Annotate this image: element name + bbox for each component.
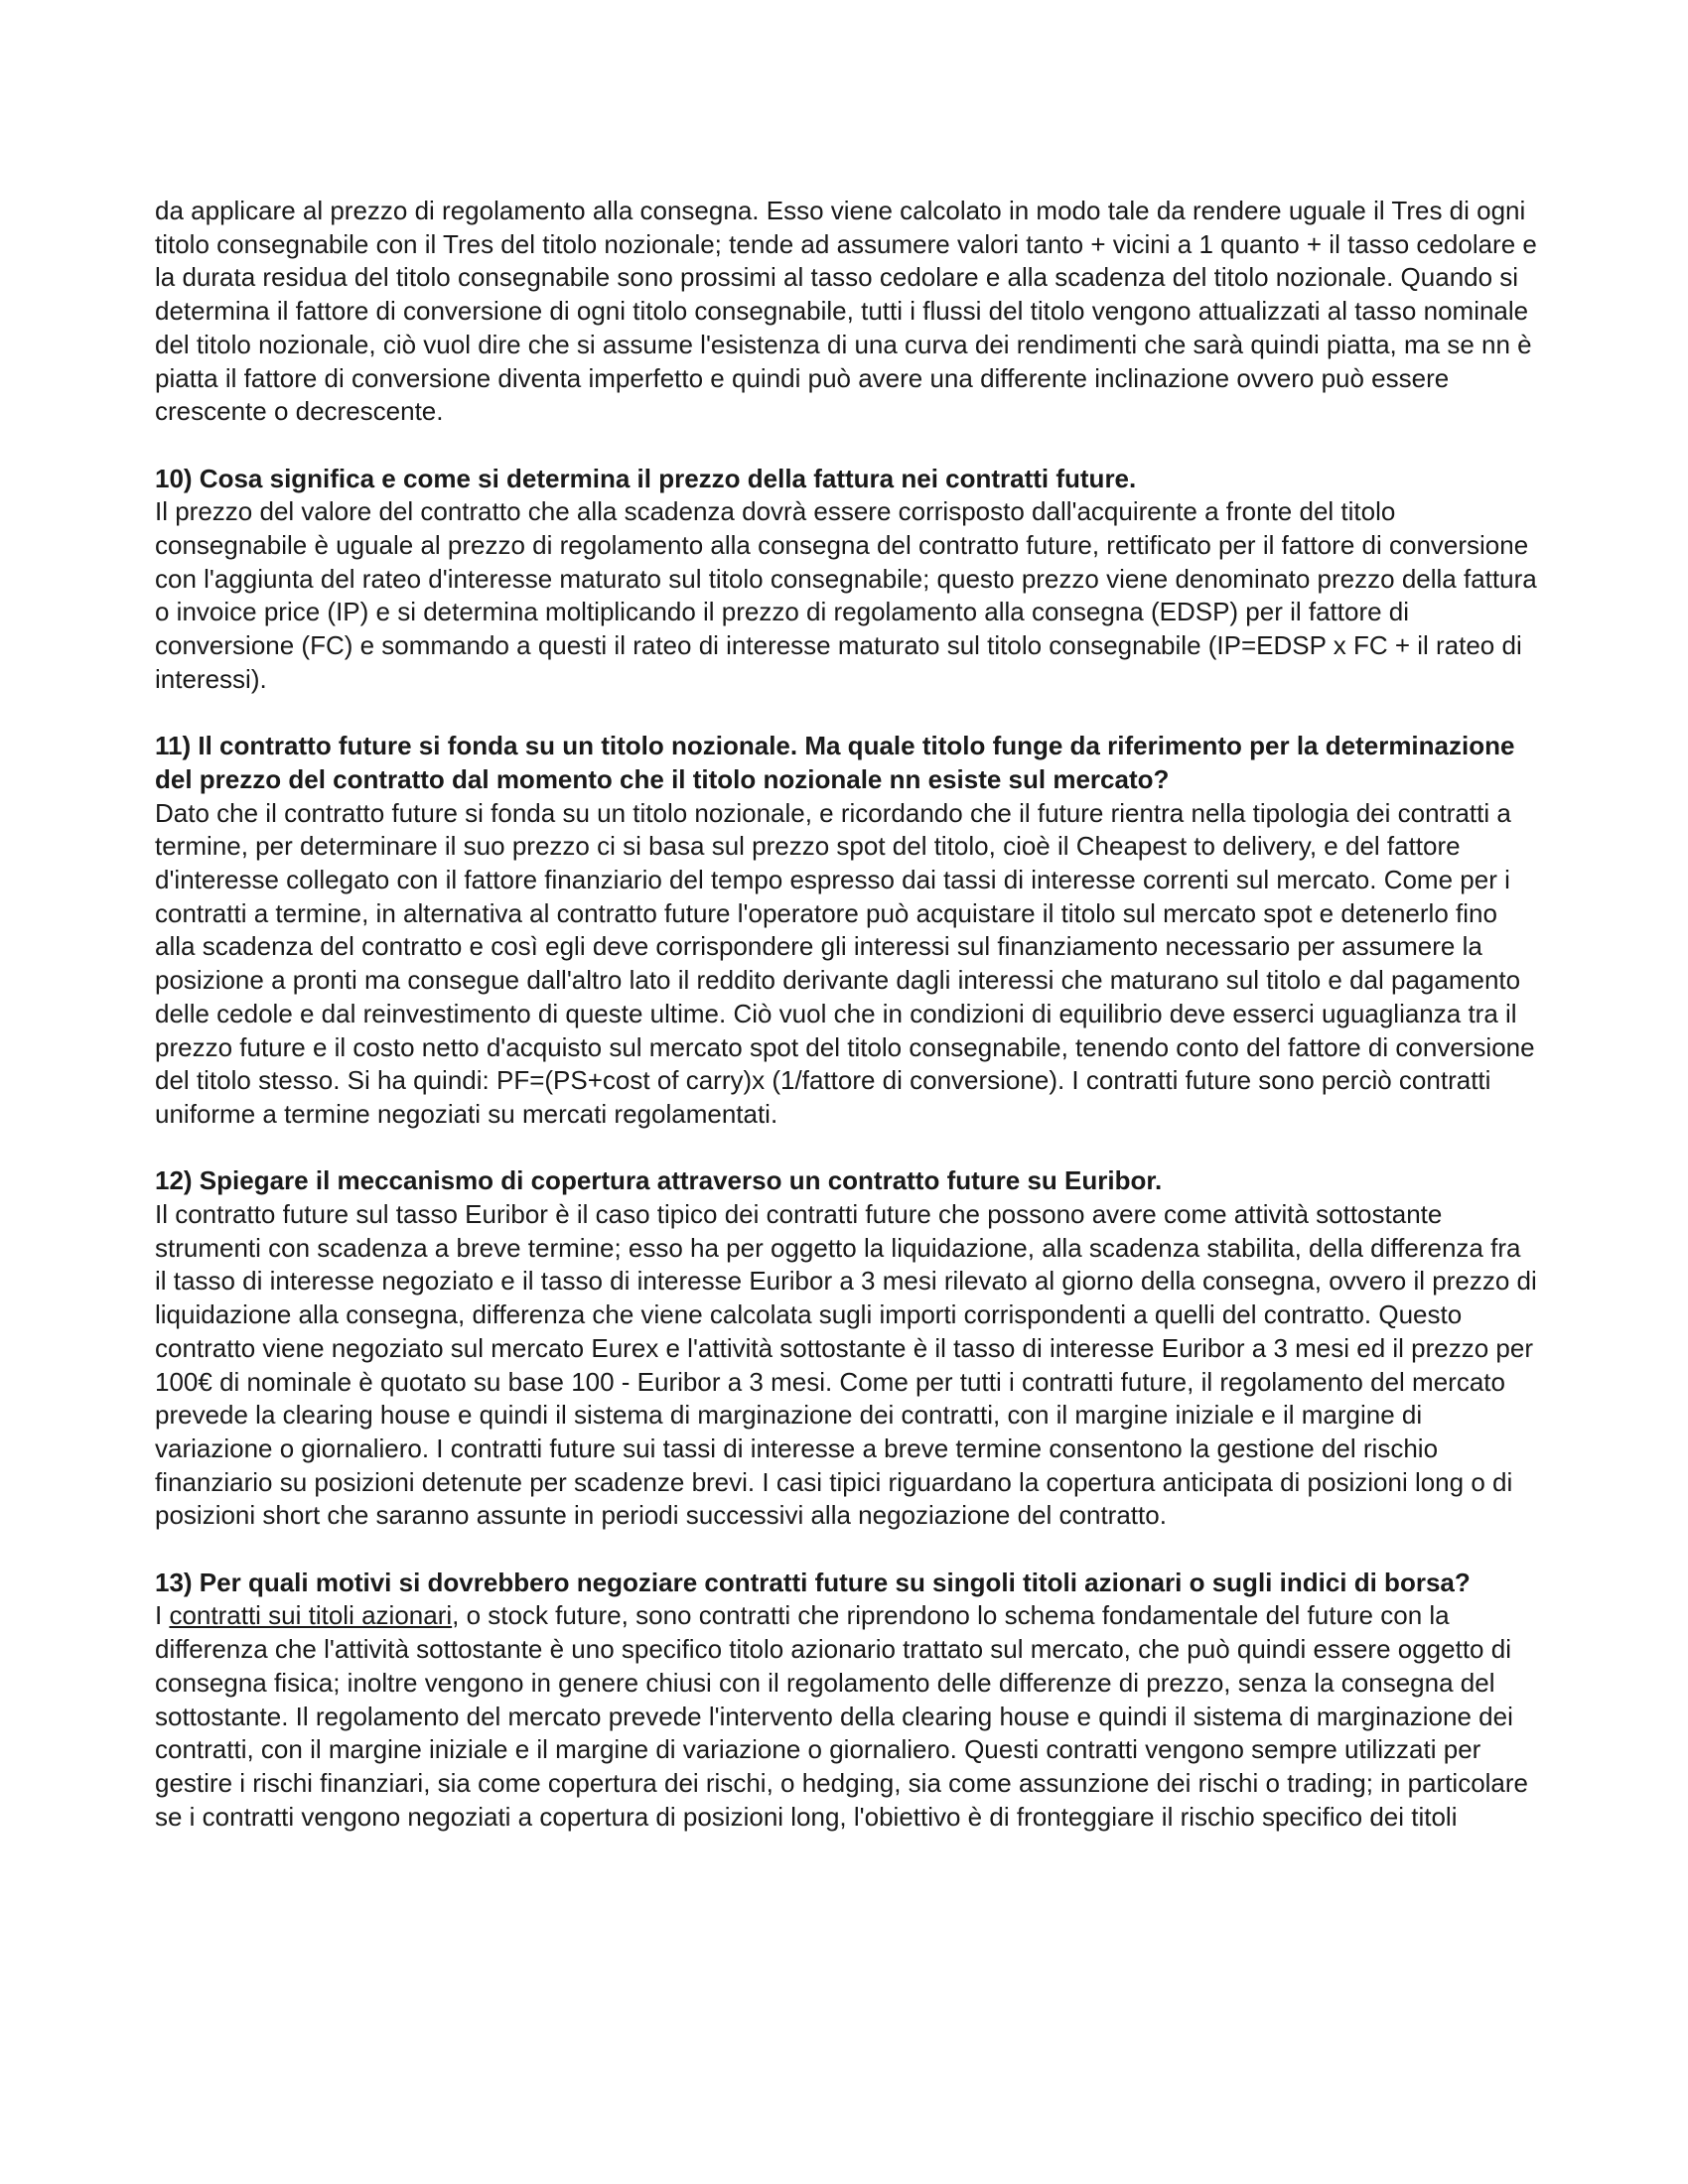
answer-13-prefix: I: [155, 1600, 170, 1631]
question-12: 12) Spiegare il meccanismo di copertura attraverso un contratto future su Euribor.: [155, 1165, 1163, 1196]
question-11: 11) Il contratto future si fonda su un titolo nozionale. Ma quale titolo funge da riferimento per la determinazione del prezzo del contratto dal momento che il titolo nozionale nn esiste sul mercato?: [155, 731, 1515, 794]
section-13: [155, 1567, 1537, 1835]
answer-13-text: , o stock future, sono contratti che riprendono lo schema fondamentale del future con la differenza che l'attività sottostante è uno specifico titolo azionario trattato sul mercato, che può quindi essere oggetto di consegna fisica; inoltre vengono in genere chiusi con il regolamento delle differenze di prezzo, senza la consegna del sottostante. Il regolamento del mercato prevede l'intervento della clearing house e quindi il sistema di marginazione dei contratti, con il margine iniziale e il margine di variazione o giornaliero. Questi contratti vengono sempre utilizzati per gestire i rischi finanziari, sia come copertura dei rischi, o hedging, sia come assunzione dei rischi o trading; in particolare se i contratti vengono negoziati a copertura di posizioni long, l'obiettivo è di fronteggiare il rischio specifico dei titoli: [155, 1600, 1529, 1832]
answer-11: Dato che il contratto future si fonda su un titolo nozionale, e ricordando che il future rientra nella tipologia dei contratti a termine, per determinare il suo prezzo ci si basa sul prezzo spot del titolo, cioè il Cheapest to delivery, e del fattore d'interesse collegato con il fattore finanziario del tempo espresso dai tassi di interesse correnti sul mercato. Come per i contratti a termine, in alternativa al contratto future l'operatore può acquistare il titolo sul mercato spot e detenerlo fino alla scadenza del contratto e così egli deve corrispondere gli interessi sul finanziamento necessario per assumere la posizione a pronti ma consegue dall'altro lato il reddito derivante dagli interessi che maturano sul titolo e dal pagamento delle cedole e dal reinvestimento di queste ultime. Ciò vuol che in condizioni di equilibrio deve esserci uguaglianza tra il prezzo future e il costo netto d'acquisto sul mercato spot del titolo consegnabile, tenendo conto del fattore di conversione del titolo stesso. Si ha quindi: PF=(PS+cost of carry)x (1/fattore di conversione). I contratti future sono perciò contratti uniforme a termine negoziati su mercati regolamentati.: [155, 797, 1535, 1129]
section-11: [155, 730, 1537, 1131]
answer-12: Il contratto future sul tasso Euribor è il caso tipico dei contratti future che possono avere come attività sottostante strumenti con scadenza a breve termine; esso ha per oggetto la liquidazione, alla scadenza stabilita, della differenza fra il tasso di interesse negoziato e il tasso di interesse Euribor a 3 mesi rilevato al giorno della consegna, ovvero il prezzo di liquidazione alla consegna, differenza che viene calcolata sugli importi corrispondenti a quelli del contratto. Questo contratto viene negoziato sul mercato Eurex e l'attività sottostante è il tasso di interesse Euribor a 3 mesi ed il prezzo per 100€ di nominale è quotato su base 100 - Euribor a 3 mesi. Come per tutti i contratti future, il regolamento del mercato prevede la clearing house e quindi il sistema di marginazione dei contratti, con il margine iniziale e il margine di variazione o giornaliero. I contratti future sui tassi di interesse a breve termine consentono la gestione del rischio finanziario su posizioni detenute per scadenze brevi. I casi tipici riguardano la copertura anticipata di posizioni long o di posizioni short che saranno assunte in periodi successivi alla negoziazione del contratto.: [155, 1199, 1537, 1531]
question-13: 13) Per quali motivi si dovrebbero negoziare contratti future su singoli titoli azionari o sugli indici di borsa?: [155, 1567, 1471, 1597]
section-12: [155, 1164, 1537, 1533]
answer-13: [155, 1599, 1537, 1834]
document-page: [155, 195, 1537, 1834]
question-10: 10) Cosa significa e come si determina il prezzo della fattura nei contratti future.: [155, 463, 1137, 493]
section-10: [155, 463, 1537, 697]
intro-paragraph: da applicare al prezzo di regolamento alla consegna. Esso viene calcolato in modo tale da rendere uguale il Tres di ogni titolo consegnabile con il Tres del titolo nozionale; tende ad assumere valori tanto + vicini a 1 quanto + il tasso cedolare e la durata residua del titolo consegnabile sono prossimi al tasso cedolare e alla scadenza del titolo nozionale. Quando si determina il fattore di conversione di ogni titolo consegnabile, tutti i flussi del titolo vengono attualizzati al tasso nominale del titolo nozionale, ciò vuol dire che si assume l'esistenza di una curva dei rendimenti che sarà quindi piatta, ma se nn è piatta il fattore di conversione diventa imperfetto e quindi può avere una differente inclinazione ovvero può essere crescente o decrescente.: [155, 196, 1537, 427]
answer-10: Il prezzo del valore del contratto che alla scadenza dovrà essere corrisposto dall'acquirente a fronte del titolo consegnabile è uguale al prezzo di regolamento alla consegna del contratto future, rettificato per il fattore di conversione con l'aggiunta del rateo d'interesse maturato sul titolo consegnabile; questo prezzo viene denominato prezzo della fattura o invoice price (IP) e si determina moltiplicando il prezzo di regolamento alla consegna (EDSP) per il fattore di conversione (FC) e sommando a questi il rateo di interesse maturato sul titolo consegnabile (IP=EDSP x FC + il rateo di interessi).: [155, 496, 1537, 694]
underlined-term: contratti sui titoli azionari: [169, 1600, 453, 1631]
